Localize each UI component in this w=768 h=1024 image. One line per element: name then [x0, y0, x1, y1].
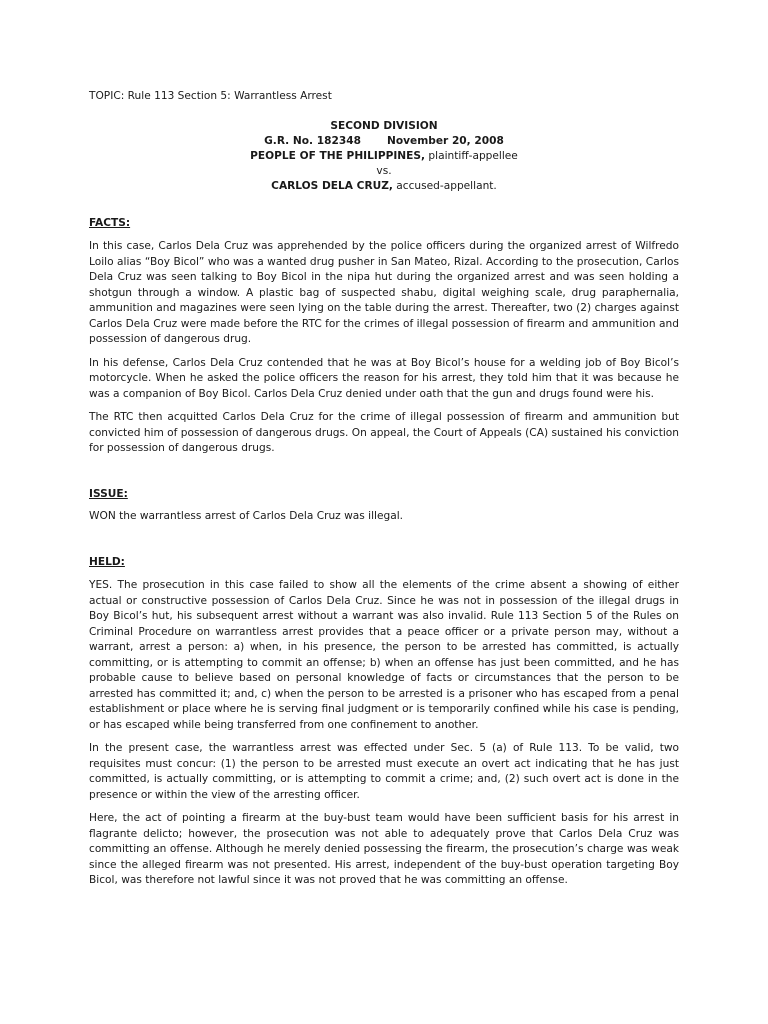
plaintiff-role: plaintiff-appellee [425, 149, 518, 162]
accused-line [89, 179, 679, 194]
accused-name: CARLOS DELA CRUZ, [271, 179, 393, 192]
gr-number: G.R. No. 182348 [264, 134, 361, 147]
decision-date: November 20, 2008 [386, 134, 504, 147]
held-paragraph: Here, the act of pointing a firearm at the buy-bust team would have been sufficient basis for his arrest in flagrante delicto; however, the prosecution was not able to adequately prove that Carlos Dela Cruz was committing an offense. Although he merely denied possessing the firearm, the prosecution’s charge was weak since the alleged firearm was not presented. His arrest, independent of the buy-bust operation targeting Boy Bicol, was therefore not lawful since it was not proved that he was committing an offense. [89, 812, 679, 886]
facts-paragraph: In this case, Carlos Dela Cruz was apprehended by the police officers during the organized arrest of Wilfredo Loilo alias “Boy Bicol” who was a wanted drug pusher in San Mateo, Rizal. According to the prosecution, Carlos Dela Cruz was seen talking to Boy Bicol in the nipa hut during the organized arrest and was seen holding a shotgun through a window. A plastic bag of suspected shabu, digital weighing scale, drug paraphernalia, ammunition and magazines were seen lying on the table during the arrest. Thereafter, two (2) charges against Carlos Dela Cruz were made before the RTC for the crimes of illegal possession of firearm and ammunition and possession of dangerous drug. [89, 240, 679, 345]
plaintiff-name: PEOPLE OF THE PHILIPPINES, [250, 149, 426, 162]
case-header [89, 119, 679, 194]
held-paragraph: In the present case, the warrantless arrest was effected under Sec. 5 (a) of Rule 113. To be valid, two requisites must concur: (1) the person to be arrested must execute an overt act indicating that he has just committed, is actually committing, or is attempting to commit a crime; and, (2) such overt act is done in the presence or within the view of the arresting officer. [89, 742, 679, 801]
plaintiff-line [89, 149, 679, 164]
division: SECOND DIVISION [330, 119, 438, 132]
gr-number-line [89, 134, 679, 149]
document-page [89, 89, 679, 897]
facts-paragraph: The RTC then acquitted Carlos Dela Cruz for the crime of illegal possession of firearm and ammunition but convicted him of possession of dangerous drugs. On appeal, the Court of Appeals (CA) sustained his conviction for possession of dangerous drugs. [89, 411, 680, 454]
accused-role: accused-appellant. [392, 179, 497, 192]
held-heading: HELD: [89, 555, 125, 568]
issue-heading: ISSUE: [89, 487, 128, 500]
issue-text: WON the warrantless arrest of Carlos Dela Cruz was illegal. [89, 510, 404, 522]
versus: vs. [376, 164, 392, 177]
facts-paragraph: In his defense, Carlos Dela Cruz contended that he was at Boy Bicol’s house for a welding job of Boy Bicol’s motorcycle. When he asked the police officers the reason for his arrest, they told him that it was because he was a companion of Boy Bicol. Carlos Dela Cruz denied under oath that the gun and drugs found were his. [89, 356, 679, 400]
topic-line: TOPIC: Rule 113 Section 5: Warrantless Arrest [89, 90, 332, 102]
facts-heading: FACTS: [89, 216, 131, 229]
held-paragraph: YES. The prosecution in this case failed to show all the elements of the crime absent a showing of either actual or constructive possession of Carlos Dela Cruz. Since he was not in possession of the illegal drugs in Boy Bicol’s hut, his subsequent arrest without a warrant was also invalid. Rule 113 Section 5 of the Rules on Criminal Procedure on warrantless arrest provides that a peace officer or a private person may, without a warrant, arrest a person: a) when, in his presence, the person to be arrested has committed, is actually committing, or is attempting to commit an offense; b) when an offense has just been committed, and he has probable cause to believe based on personal knowledge of facts or circumstances that the person to be arrested has committed it; and, c) when the person to be arrested is a prisoner who has escaped from a penal establishment or place where he is serving final judgment or is temporarily confined while his case is pending, or has escaped while being transferred from one confinement to another. [89, 579, 679, 731]
